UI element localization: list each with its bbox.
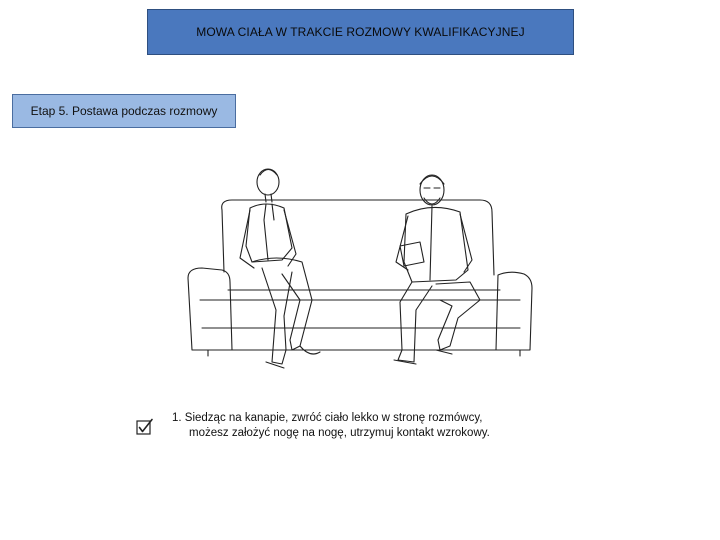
interview-sketch-icon bbox=[180, 150, 550, 375]
stage-label-text: Etap 5. Postawa podczas rozmowy bbox=[30, 104, 218, 118]
page-title-text: MOWA CIAŁA W TRAKCIE ROZMOWY KWALIFIKACYJNEJ bbox=[196, 25, 525, 39]
tip-line-2: możesz założyć nogę na nogę, utrzymuj kontakt wzrokowy. bbox=[189, 427, 490, 439]
stage-label bbox=[12, 94, 236, 128]
tip-line-1: 1. Siedząc na kanapie, zwróć ciało lekko w stronę rozmówcy, bbox=[172, 412, 483, 424]
checkbox-checked-icon bbox=[136, 418, 154, 436]
page-title bbox=[147, 9, 574, 55]
tip-text bbox=[172, 411, 592, 441]
